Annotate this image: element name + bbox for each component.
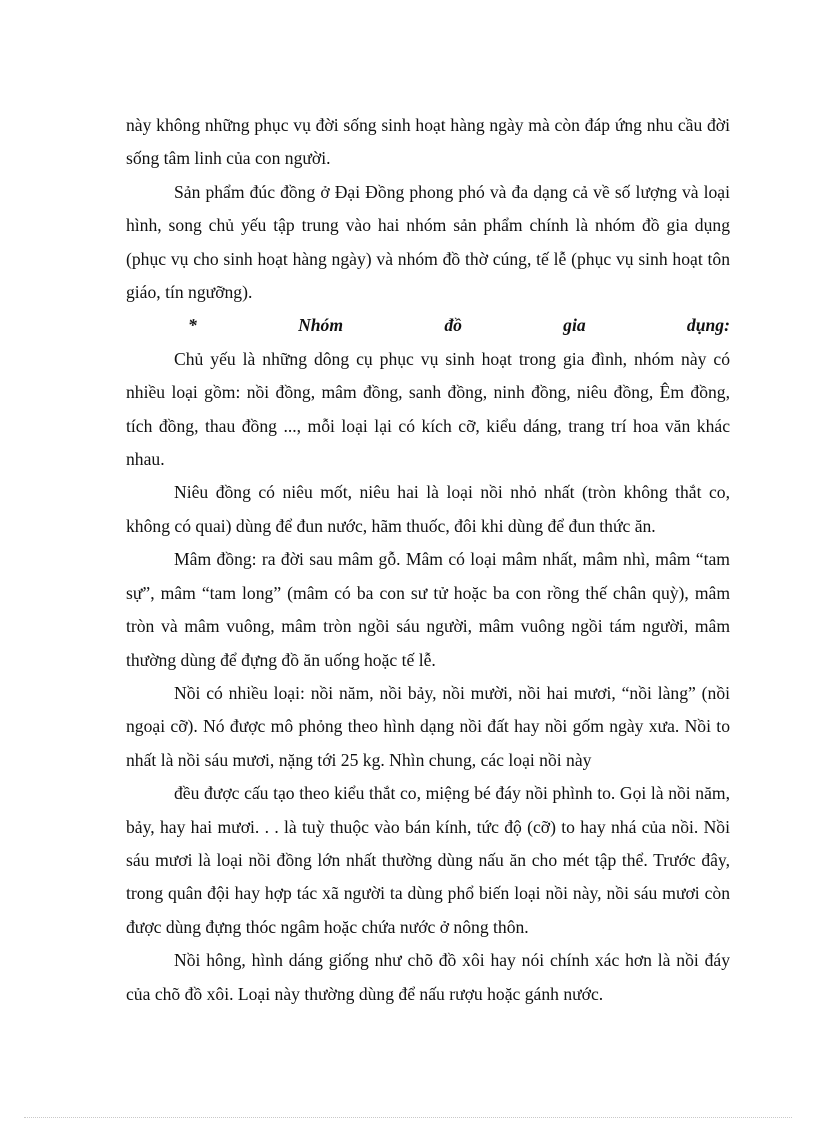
paragraph-continuation: này không những phục vụ đời sống sinh hoạt hàng ngày mà còn đáp ứng nhu cầu đời sống tâm linh của con người.: [126, 115, 730, 169]
paragraph-products-overview: Sản phẩm đúc đồng ở Đại Đồng phong phó và đa dạng cả về số lượng và loại hình, song chủ yếu tập trung vào hai nhóm sản phẩm chính là nhóm đồ gia dụng (phục vụ cho sinh hoạt hàng ngày) và nhóm đồ thờ cúng, tế lễ (phục vụ sinh hoạt tôn giáo, tín ngưỡng).: [126, 181, 730, 303]
heading-word: gia: [563, 315, 586, 336]
paragraph-household-tools: Chủ yếu là những dông cụ phục vụ sinh hoạt trong gia đình, nhóm này có nhiều loại gồm: nồi đồng, mâm đồng, sanh đồng, ninh đồng, niêu đồng, Êm đồng, tích đồng, thau đồng ..., mỗi loại lại có kích cỡ, kiểu dáng, trang trí hoa văn khác nhau.: [126, 348, 730, 470]
paragraph-mam-dong: Mâm đồng: ra đời sau mâm gỗ. Mâm có loại mâm nhất, mâm nhì, mâm “tam sự”, mâm “tam long” (mâm có ba con sư tử hoặc ba con rồng thế chân quỳ), mâm tròn và mâm vuông, mâm tròn ngồi sáu người, mâm vuông ngồi tám người, mâm thường dùng để đựng đồ ăn uống hoặc tế lễ.: [126, 549, 730, 670]
heading-bullet: *: [188, 315, 197, 336]
paragraph-nieu-dong: Niêu đồng có niêu mốt, niêu hai là loại nồi nhỏ nhất (tròn không thắt co, không có quai) dùng để đun nước, hãm thuốc, đôi khi dùng để đun thức ăn.: [126, 482, 730, 536]
document-body: [126, 109, 730, 1011]
heading-word: dụng:: [686, 315, 730, 336]
paragraph-noi-structure: đều được cấu tạo theo kiểu thắt co, miệng bé đáy nồi phình to. Gọi là nồi năm, bảy, hay hai mươi. . . là tuỳ thuộc vào bán kính, tức độ (cỡ) to hay nhá của nồi. Nồi sáu mươi là loại nồi đồng lớn nhất thường dùng nấu ăn cho mét tập thể. Trước đây, trong quân đội hay hợp tác xã người ta dùng phổ biến loại nồi này, nồi sáu mươi còn được dùng đựng thóc ngâm hoặc chứa nước ở nông thôn.: [126, 783, 730, 937]
section-heading-household-items: [126, 309, 730, 342]
paragraph-noi-types: Nồi có nhiều loại: nồi năm, nồi bảy, nồi mười, nồi hai mươi, “nồi làng” (nồi ngoại cỡ). Nó được mô phỏng theo hình dạng nồi đất hay nồi gốm ngày xưa. Nồi to nhất là nồi sáu mươi, nặng tới 25 kg. Nhìn chung, các loại nồi này: [126, 682, 730, 770]
page-bottom-rule: [24, 1117, 792, 1118]
heading-word: Nhóm: [298, 315, 344, 336]
paragraph-noi-hong: Nồi hông, hình dáng giống như chõ đồ xôi hay nói chính xác hơn là nồi đáy của chõ đồ xôi. Loại này thường dùng để nấu rượu hoặc gánh nước.: [126, 950, 730, 1004]
heading-word: đồ: [444, 315, 462, 336]
